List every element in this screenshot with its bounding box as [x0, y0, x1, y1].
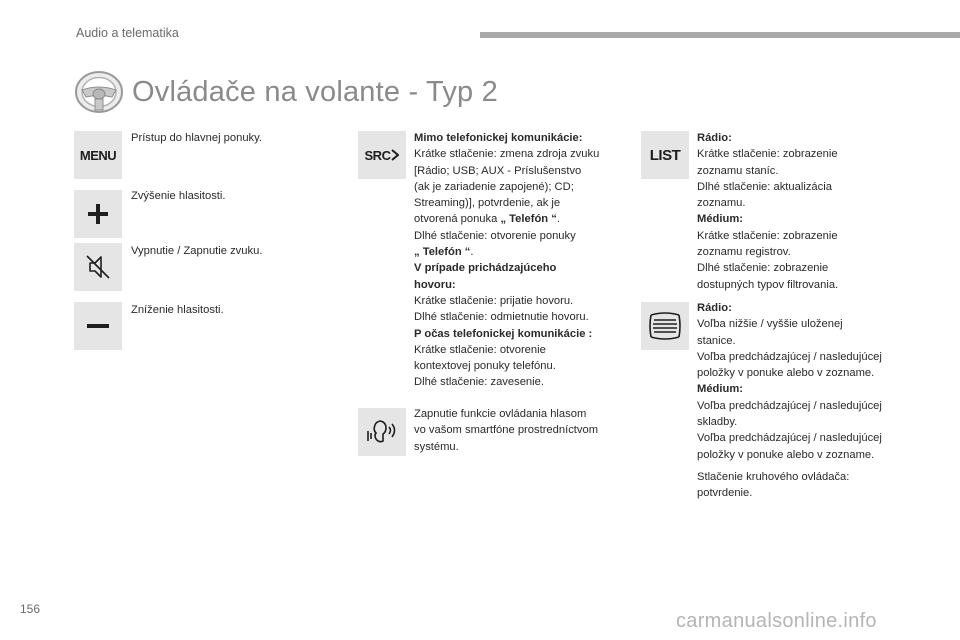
steering-wheel-icon [74, 70, 124, 114]
mute-icon [74, 243, 122, 291]
src-icon-label: SRC [364, 147, 391, 163]
thumbwheel-glyph [648, 311, 682, 341]
src-arrow-icon [391, 149, 399, 161]
voice-description: Zapnutie funkcie ovládania hlasom vo vašom smartfóne prostredníctvom systému. [414, 408, 599, 453]
list-button-icon [641, 131, 689, 179]
thumbwheel-icon [641, 302, 689, 350]
menu-description: Prístup do hlavnej ponuky. [131, 132, 263, 144]
header-bar [480, 32, 960, 38]
minus-icon [74, 302, 122, 350]
plus-glyph [86, 202, 110, 226]
menu-icon-label: MENU [79, 147, 117, 163]
section-label: Audio a telematika [76, 26, 179, 40]
volume-down-description: Zníženie hlasitosti. [131, 304, 224, 316]
thumbwheel-description: Rádio: Voľba nižšie / vyššie uloženej stanice. Voľba predchádzajúcej / nasledujúcej položky v ponuke alebo v zozname. Médium: Voľba predchádzajúcej / nasledujúcej skladby. Voľba predchádzajúcej / nasledujúcej položky v ponuke alebo v zozname. Stlačenie kruhového ovládača: potvrdenie. [697, 302, 882, 500]
minus-glyph [85, 313, 111, 339]
menu-button-icon [74, 131, 122, 179]
voice-glyph [365, 415, 399, 449]
voice-command-icon [358, 408, 406, 456]
watermark: carmanualsonline.info [676, 610, 877, 632]
page-title: Ovládače na volante - Typ 2 [132, 76, 498, 108]
src-description: Mimo telefonickej komunikácie: Krátke stlačenie: zmena zdroja zvuku [Rádio; USB; AUX - Príslušenstvo (ak je zariadenie zapojené); CD; Streaming)], potvrdenie, ak je otvorená ponuka „ Telefón “. Dlhé stlačenie: otvorenie ponuky „ Telefón “. V prípade prichádzajúceho hovoru: Krátke stlačenie: prijatie hovoru. Dlhé stlačenie: odmietnutie hovoru. P očas telefonickej komunikácie : Krátke stlačenie: otvorenie kontextovej ponuky telefónu. Dlhé stlačenie: zavesenie. [414, 132, 600, 389]
plus-icon [74, 190, 122, 238]
mute-description: Vypnutie / Zapnutie zvuku. [131, 245, 263, 257]
volume-up-description: Zvýšenie hlasitosti. [131, 190, 226, 202]
speaker-mute-glyph [83, 252, 113, 282]
page-number: 156 [20, 602, 41, 616]
list-icon-label: LIST [649, 146, 681, 164]
src-button-icon [358, 131, 406, 179]
list-description: Rádio: Krátke stlačenie: zobrazenie zoznamu staníc. Dlhé stlačenie: aktualizácia zoznamu. Médium: Krátke stlačenie: zobrazenie zoznamu registrov. Dlhé stlačenie: zobrazenie dostupných typov filtrovania. [697, 132, 839, 291]
